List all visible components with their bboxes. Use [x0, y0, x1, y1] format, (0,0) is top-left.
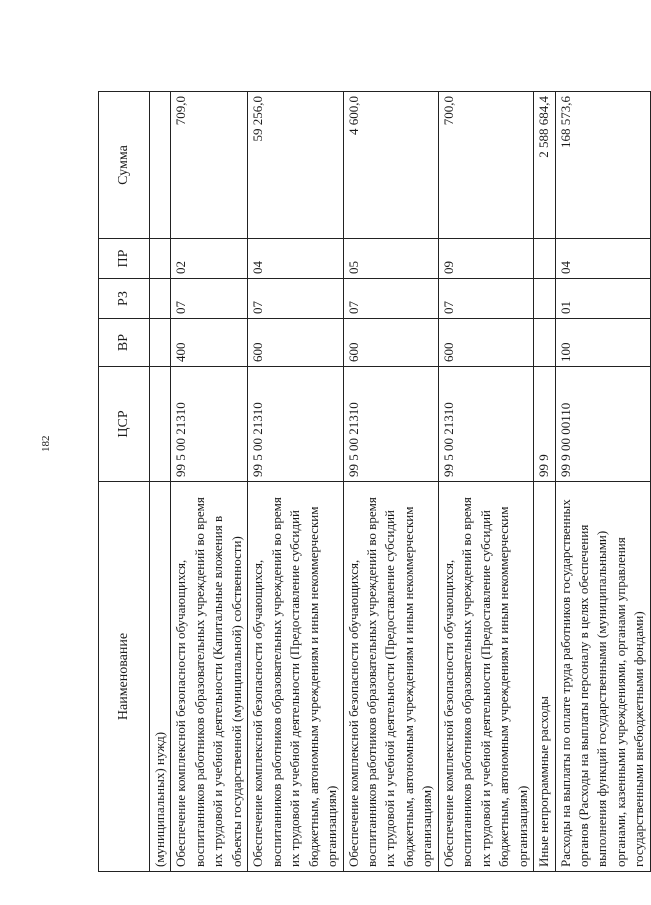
table-row: [171, 92, 248, 872]
row-sum: 59 256,0: [248, 92, 343, 239]
row-pr: 02: [171, 239, 248, 279]
row-vr: [150, 319, 171, 367]
header-sum: Сумма: [99, 92, 150, 239]
row-vr: 600: [438, 319, 533, 367]
row-vr: 100: [555, 319, 650, 367]
row-csr: 99 5 00 21310: [171, 367, 248, 482]
row-pr: 04: [555, 239, 650, 279]
header-vr: ВР: [99, 319, 150, 367]
row-rz: [534, 279, 555, 319]
row-name: Обеспечение комплексной безопасности обучающихся, воспитанников работников образовательных учреждений во время их трудовой и учебной деятельности (Предоставление субсидий бюджетным, автономным учреждениям и иным некоммерческим организациям): [438, 482, 533, 872]
row-name: Обеспечение комплексной безопасности обучающихся, воспитанников работников образовательных учреждений во время их трудовой и учебной деятельности (Предоставление субсидий бюджетным, автономным учреждениям и иным некоммерческим организациям): [248, 482, 343, 872]
table-row: [248, 92, 343, 872]
row-name: (муниципальных) нужд): [150, 482, 171, 872]
row-vr: 600: [343, 319, 438, 367]
row-name: Расходы на выплаты по оплате труда работников государственных органов (Расходы на выплаты персоналу в целях обеспечения выполнения функций государственными (муниципальными) органами, казенными учреждениями, органами управления государственными внебюджетными фондами): [555, 482, 650, 872]
row-rz: 07: [438, 279, 533, 319]
header-pr: ПР: [99, 239, 150, 279]
table-row: [438, 92, 533, 872]
row-pr: 04: [248, 239, 343, 279]
header-name: Наименование: [99, 482, 150, 872]
row-vr: [534, 319, 555, 367]
row-vr: 400: [171, 319, 248, 367]
row-csr: 99 9: [534, 367, 555, 482]
row-name: Обеспечение комплексной безопасности обучающихся, воспитанников работников образовательных учреждений во время их трудовой и учебной деятельности (Предоставление субсидий бюджетным, автономным учреждениям и иным некоммерческим организациям): [343, 482, 438, 872]
header-rz: РЗ: [99, 279, 150, 319]
row-sum: 4 600,0: [343, 92, 438, 239]
row-vr: 600: [248, 319, 343, 367]
row-rz: [150, 279, 171, 319]
row-rz: 07: [248, 279, 343, 319]
row-pr: 09: [438, 239, 533, 279]
table-header-row: [99, 92, 150, 872]
row-csr: 99 5 00 21310: [343, 367, 438, 482]
header-csr: ЦСР: [99, 367, 150, 482]
row-sum: 709,0: [171, 92, 248, 239]
budget-table: [98, 91, 651, 872]
row-pr: [534, 239, 555, 279]
row-name: Иные непрограммные расходы: [534, 482, 555, 872]
rotated-table-container: [98, 92, 647, 872]
row-rz: 01: [555, 279, 650, 319]
table-row: [534, 92, 555, 872]
row-sum: 168 573,6: [555, 92, 650, 239]
table-row: [555, 92, 650, 872]
row-sum: 700,0: [438, 92, 533, 239]
table-row: [343, 92, 438, 872]
row-sum: [150, 92, 171, 239]
table-row: [150, 92, 171, 872]
page-number: 182: [40, 435, 52, 452]
row-csr: 99 5 00 21310: [248, 367, 343, 482]
row-pr: 05: [343, 239, 438, 279]
row-name: Обеспечение комплексной безопасности обучающихся, воспитанников работников образовательных учреждений во время их трудовой и учебной деятельности (Капитальные вложения в объекты государственной (муниципальной) собственности): [171, 482, 248, 872]
row-rz: 07: [171, 279, 248, 319]
row-csr: [150, 367, 171, 482]
row-csr: 99 9 00 00110: [555, 367, 650, 482]
row-sum: 2 588 684,4: [534, 92, 555, 239]
row-csr: 99 5 00 21310: [438, 367, 533, 482]
row-pr: [150, 239, 171, 279]
row-rz: 07: [343, 279, 438, 319]
